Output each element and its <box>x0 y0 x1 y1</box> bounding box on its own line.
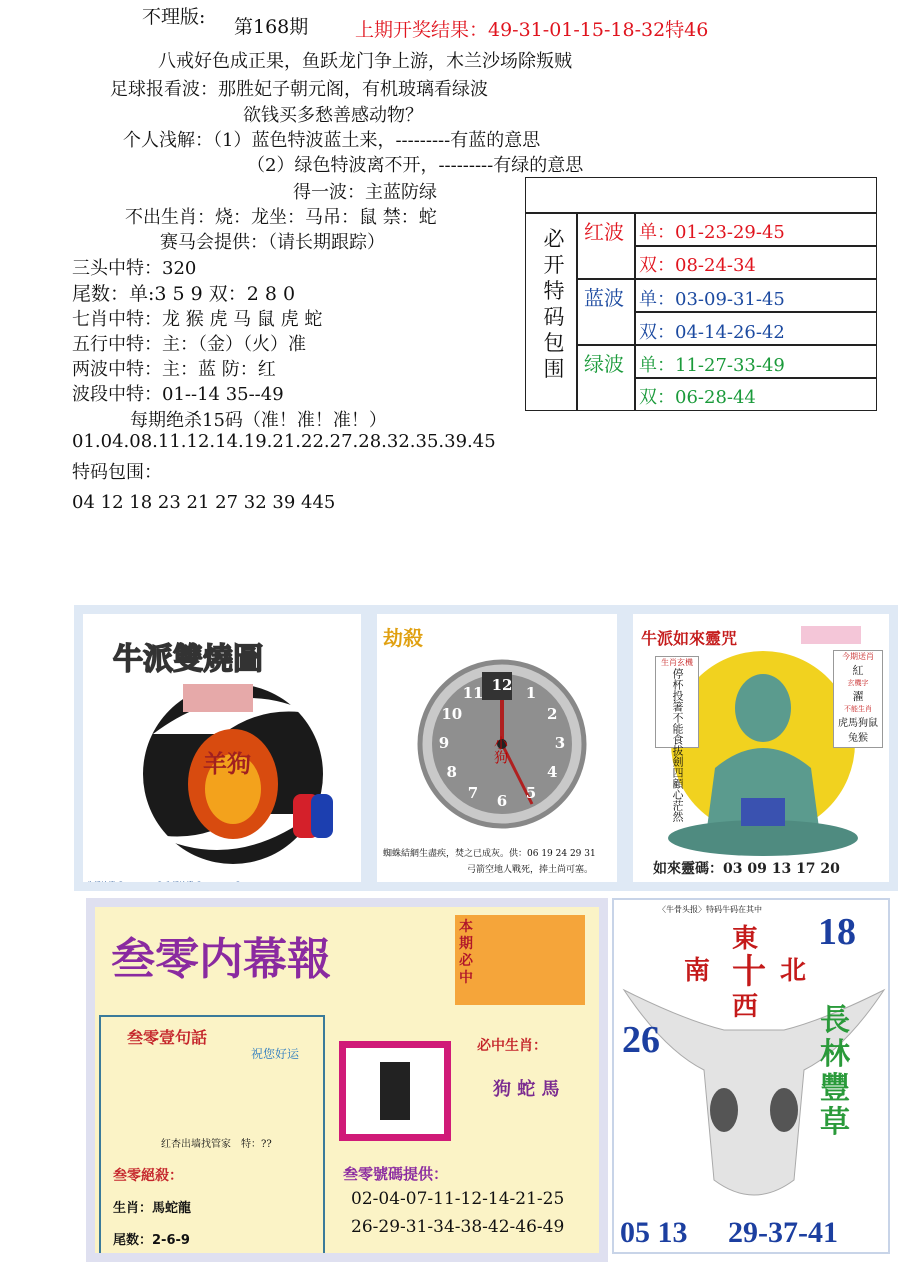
watermark-bottom: 牛派論壇 @ · ZPHP · @ 牛派論壇 @ · ZPHP · @ <box>87 881 242 889</box>
burn-zodiac: 羊狗 <box>203 750 251 778</box>
poem-line-1: 八戒好色成正果，鱼跃龙门争上游，木兰沙场除叛贼 <box>158 51 572 72</box>
kill-numbers: 01.04.08.11.12.14.19.21.22.27.28.32.35.39.45 <box>72 431 496 452</box>
kill-tail: 尾数：2-6-9 <box>113 1233 190 1248</box>
insider-tag: 本期必中 <box>459 919 473 986</box>
codes-line-2: 26-29-31-34-38-42-46-49 <box>351 1217 565 1237</box>
clock-center-text: 小狗 <box>492 736 508 764</box>
number-26: 26 <box>622 1019 660 1061</box>
character-frame <box>339 1041 451 1141</box>
panel-insider <box>86 898 608 1262</box>
tail-numbers: 尾数：单:3 5 9 双：2 8 0 <box>72 283 296 305</box>
panel2-title: 劫殺 <box>383 626 423 650</box>
hint-box-text: 停杯投箸不能食拔劍四顧心茫然 <box>671 668 684 822</box>
poem-line-3: 欲钱买多愁善感动物？ <box>243 105 423 126</box>
wave-range: 波段中特：01--14 35--49 <box>72 384 284 405</box>
number-18: 18 <box>818 911 856 953</box>
green-single: 单：11-27-33-49 <box>639 355 785 376</box>
clock-number: 6 <box>496 792 508 810</box>
provider-line: 赛马会提供：（请长期跟踪） <box>160 232 385 253</box>
clock-caption-2: 弓箭空地人戰死，捧土尚可塞。 <box>467 865 594 875</box>
green-double: 双：06-28-44 <box>639 387 756 408</box>
bottom-left-numbers: 05 13 <box>620 1216 688 1249</box>
panel3-title: 牛派如來靈咒 <box>641 629 738 648</box>
special-numbers: 04 12 18 23 21 27 32 39 445 <box>72 492 336 513</box>
clock-number: 9 <box>438 734 450 752</box>
blue-single: 单：03-09-31-45 <box>639 289 785 310</box>
panel-double-burn <box>74 605 370 891</box>
red-single: 单：01-23-29-45 <box>639 222 785 243</box>
red-wave-label: 红波 <box>584 220 624 244</box>
dir-ten: 十 <box>732 952 766 992</box>
kill-title: 叁零絕殺： <box>113 1168 183 1184</box>
clock-number: 3 <box>554 734 566 752</box>
watermark-top: 牛派論壇 @ · ZPHP · @ 牛派論壇 @ · ZPHP · @ <box>87 607 242 615</box>
clock-number: 7 <box>467 784 479 803</box>
red-double: 双：08-24-34 <box>639 255 756 276</box>
issue-number: 第168期 <box>234 16 309 38</box>
skull-header: 〈牛骨头报〉特码牛码在其中 <box>658 905 762 914</box>
send-box-char: 濯 <box>852 690 864 703</box>
wave-number-table <box>525 177 877 411</box>
send-box-sub: 玄機字 <box>847 679 869 687</box>
green-wave-label: 绿波 <box>584 352 624 376</box>
panel-clock <box>368 605 626 891</box>
bottom-right-numbers: 29-37-41 <box>728 1216 838 1249</box>
send-box-title2: 不能生肖 <box>844 705 872 713</box>
character-figure <box>380 1062 410 1120</box>
table-title: 必开特码包围 <box>543 227 565 381</box>
buddha-code: 如來靈碼：03 09 13 17 20 <box>653 861 840 877</box>
clock-number: 4 <box>547 763 558 781</box>
codes-line-1: 02-04-07-11-12-14-21-25 <box>351 1189 565 1209</box>
kill-label: 每期绝杀15码（准！准！准！） <box>130 410 387 431</box>
blue-wave-label: 蓝波 <box>584 286 624 310</box>
clock-number: 1 <box>525 683 537 702</box>
five-elements: 五行中特：主：（金）（火）准 <box>72 334 306 355</box>
zodiac-hint-box <box>655 656 699 822</box>
special-label: 特码包围： <box>72 462 162 483</box>
hint-text: 红杏出墙找管家 特：?? <box>161 1139 272 1150</box>
excluded-zodiac: 不出生肖：烧：龙坐：马吊：鼠 禁：蛇 <box>125 207 437 228</box>
zodiac-send-box <box>833 650 883 748</box>
clock-caption-1: 蜘蛛結網生盡疾，焚之已成灰。供：06 19 24 29 31 <box>383 849 596 859</box>
hint-box-title: 生肖玄機 <box>661 658 693 667</box>
three-heads: 三头中特：320 <box>72 258 197 279</box>
two-waves: 两波中特：主：蓝 防：红 <box>72 359 276 380</box>
send-box-red: 紅 <box>852 664 864 677</box>
insider-left-box <box>99 1015 325 1262</box>
panel-buddha <box>624 605 898 891</box>
dir-east: 東 <box>732 924 759 954</box>
blue-double: 双：04-14-26-42 <box>639 322 785 343</box>
side-text: 長林豐草 <box>820 1003 850 1140</box>
insider-tag-box <box>455 915 585 1005</box>
must-zodiac: 狗 蛇 馬 <box>493 1079 560 1100</box>
sentence-title: 叁零壹句話 <box>127 1028 208 1047</box>
wish-text: 祝您好运 <box>251 1047 300 1061</box>
one-wave: 得一波：主蓝防绿 <box>293 182 437 203</box>
blurred-patch <box>801 626 861 644</box>
send-box-title: 今期送肖 <box>842 652 874 661</box>
panel1-title: 牛派雙燒圖 <box>113 642 263 677</box>
kill-zodiac: 生肖：馬蛇龍 <box>113 1201 192 1216</box>
clock-number: 5 <box>525 784 537 803</box>
analysis-line-2: （2）绿色特波离不开，---------有绿的意思 <box>247 155 584 176</box>
analysis-line-1: 个人浅解：（1）蓝色特波蓝土来，---------有蓝的意思 <box>123 130 541 151</box>
insider-title: 叁零内幕報 <box>111 934 331 985</box>
brand-label: 不理版: <box>142 6 206 28</box>
must-label: 必中生肖： <box>477 1038 547 1054</box>
clock-number: 8 <box>446 763 457 781</box>
last-result: 上期开奖结果：49-31-01-15-18-32特46 <box>355 19 709 41</box>
dir-north: 北 <box>780 956 807 986</box>
seven-zodiac: 七肖中特：龙 猴 虎 马 鼠 虎 蛇 <box>72 309 323 330</box>
dir-west: 西 <box>732 992 759 1022</box>
clock-number: 12 <box>491 676 513 694</box>
poem-line-2: 足球报看波：那胜妃子朝元阁，有机玻璃看绿波 <box>110 79 488 100</box>
clock-number: 11 <box>462 683 484 702</box>
code-title: 叁零號碼提供： <box>343 1165 449 1183</box>
clock-number: 10 <box>441 705 463 723</box>
dir-south: 南 <box>684 956 711 986</box>
clock-number: 2 <box>547 705 558 723</box>
send-box-zodiac: 虎馬狗鼠兔猴 <box>838 718 878 744</box>
panel-bull-skull <box>612 898 890 1254</box>
